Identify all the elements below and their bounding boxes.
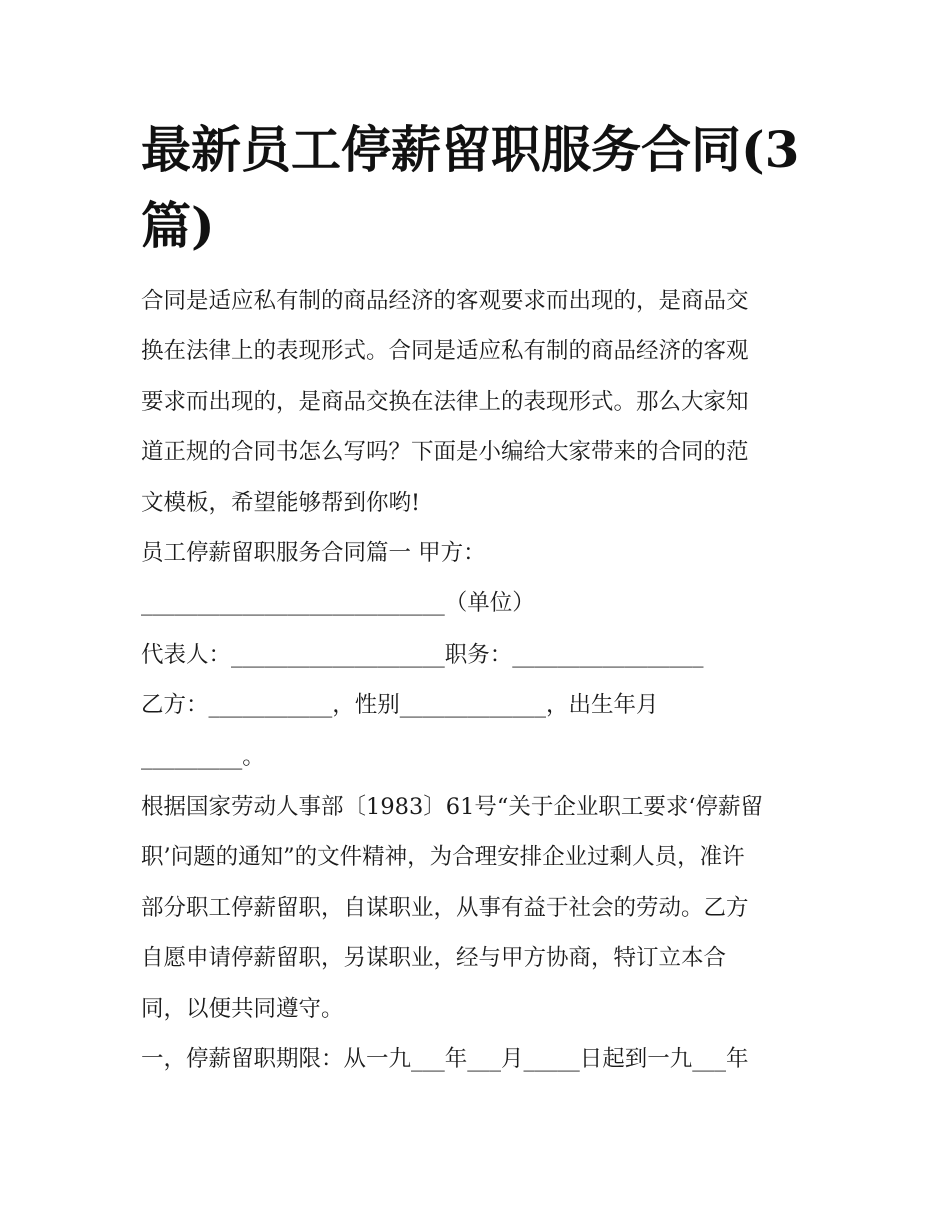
representative-line: 代表人：___________________职务：_________________	[141, 642, 704, 668]
party-a-unit-line: ___________________________（单位）	[141, 590, 535, 616]
basis-paragraph	[141, 782, 811, 1034]
page-title: 最新员工停薪留职服务合同(3篇)	[141, 120, 800, 255]
intro-line: 要求而出现的，是商品交换在法律上的表现形式。那么大家知	[141, 388, 749, 415]
basis-line: 自愿申请停薪留职，另谋职业，经与甲方协商，特订立本合	[141, 945, 727, 972]
section-heading: 员工停薪留职服务合同篇一 甲方：	[141, 540, 486, 566]
intro-line: 换在法律上的表现形式。合同是适应私有制的商品经济的客观	[141, 338, 749, 365]
basis-line: 部分职工停薪留职，自谋职业，从事有益于社会的劳动。乙方	[141, 894, 749, 921]
basis-line: 职’问题的通知”的文件精神，为合理安排企业过剩人员，准许	[141, 844, 745, 871]
birth-date-blank: _________。	[141, 744, 265, 770]
intro-line: 文模板，希望能够帮到你哟!	[141, 489, 421, 516]
clause-one: 一，停薪留职期限：从一九___年___月_____日起到一九___年	[141, 1046, 749, 1072]
intro-line: 道正规的合同书怎么写吗？下面是小编给大家带来的合同的范	[141, 439, 749, 466]
party-b-line: 乙方：___________，性别_____________，出生年月	[141, 692, 659, 718]
basis-line: 同，以便共同遵守。	[141, 995, 344, 1022]
intro-paragraph	[141, 276, 811, 528]
basis-line: 根据国家劳动人事部〔1983〕61号“关于企业职工要求‘停薪留	[141, 794, 764, 820]
intro-line: 合同是适应私有制的商品经济的客观要求而出现的，是商品交	[141, 288, 749, 314]
